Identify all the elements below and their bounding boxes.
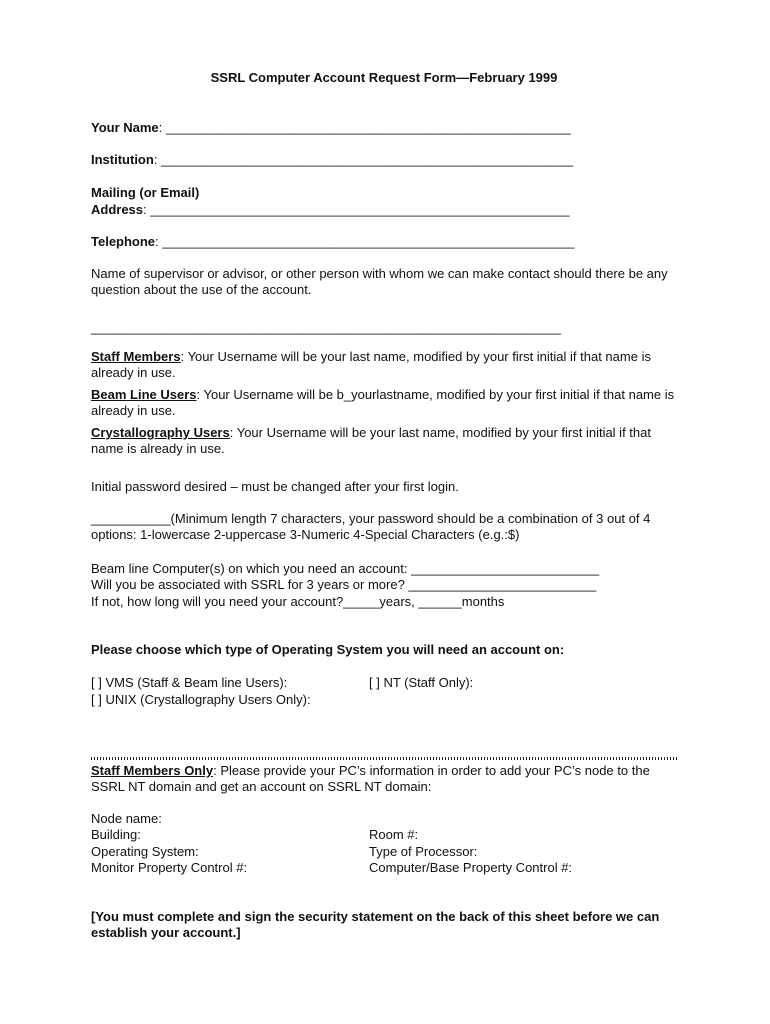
staff-members-text: : Your Username will be your last name, modified by your first initial if that name is already in use.	[91, 349, 651, 380]
security-note: [You must complete and sign the security statement on the back of this sheet before we can establish your account.]	[91, 909, 660, 940]
mailing-label: Mailing (or Email)	[91, 185, 200, 200]
beamline-users-note	[91, 387, 676, 419]
computer-control-field[interactable]: Computer/Base Property Control #:	[369, 860, 573, 875]
password-intro: Initial password desired – must be changed after your first login.	[91, 479, 459, 494]
os-heading: Please choose which type of Operating System you will need an account on:	[91, 642, 565, 657]
staff-only-label: Staff Members Only	[91, 763, 214, 778]
beamline-users-label: Beam Line Users	[91, 387, 197, 402]
beamline-computers-field[interactable]: Beam line Computer(s) on which you need an account: __________________________	[91, 561, 600, 576]
staff-members-label: Staff Members	[91, 349, 181, 364]
os-vms-checkbox[interactable]: [ ] VMS (Staff & Beam line Users):	[91, 675, 288, 690]
crystallography-users-label: Crystallography Users	[91, 425, 230, 440]
staff-only-note	[91, 763, 676, 795]
supervisor-instructions: Name of supervisor or advisor, or other person with whom we can make contact should there be any question about the use of the account.	[91, 266, 668, 297]
institution-blank[interactable]: : _________________________________________________________	[153, 152, 574, 167]
address-label: Address	[91, 202, 144, 217]
institution-label: Institution	[91, 152, 154, 167]
telephone-field[interactable]	[91, 234, 574, 250]
section-divider	[91, 757, 679, 760]
crystallography-users-text: : Your Username will be your last name, modified by your first initial if that name is already in use.	[91, 425, 651, 456]
telephone-blank[interactable]: : _________________________________________________________	[155, 234, 575, 249]
address-blank[interactable]: : __________________________________________________________	[143, 202, 570, 217]
page-title: SSRL Computer Account Request Form—February 1999	[210, 70, 558, 85]
staff-only-text: : Please provide your PC’s information in order to add your PC’s node to the SSRL NT domain and get an account on SSRL NT domain:	[91, 763, 650, 794]
name-blank[interactable]: : ________________________________________________________	[158, 120, 571, 135]
beamline-users-text: : Your Username will be b_yourlastname, modified by your first initial if that name is already in use.	[91, 387, 675, 418]
name-field[interactable]	[91, 120, 571, 136]
room-field[interactable]: Room #:	[369, 827, 419, 842]
account-duration-field[interactable]: If not, how long will you need your account?_____years, ______months	[91, 594, 505, 609]
processor-field[interactable]: Type of Processor:	[369, 844, 478, 859]
telephone-label: Telephone	[91, 234, 156, 249]
monitor-control-field[interactable]: Monitor Property Control #:	[91, 860, 248, 875]
staff-members-note	[91, 349, 676, 381]
node-name-field[interactable]: Node name:	[91, 811, 162, 826]
building-field[interactable]: Building:	[91, 827, 141, 842]
password-field[interactable]: ___________(Minimum length 7 characters, your password should be a combination of 3 out of 4 options: 1-lowercase 2-uppercase 3-Numeric 4-Special Characters (e.g.:$)	[91, 511, 651, 542]
institution-field[interactable]	[91, 152, 573, 168]
operating-system-field[interactable]: Operating System:	[91, 844, 199, 859]
os-unix-checkbox[interactable]: [ ] UNIX (Crystallography Users Only):	[91, 692, 311, 707]
crystallography-users-note	[91, 425, 676, 457]
os-nt-checkbox[interactable]: [ ] NT (Staff Only):	[369, 675, 474, 690]
address-field[interactable]	[91, 202, 570, 218]
associated-3yrs-field[interactable]: Will you be associated with SSRL for 3 years or more? __________________________	[91, 577, 597, 592]
name-label: Your Name	[91, 120, 159, 135]
supervisor-blank[interactable]: _________________________________________________________________	[91, 320, 561, 335]
